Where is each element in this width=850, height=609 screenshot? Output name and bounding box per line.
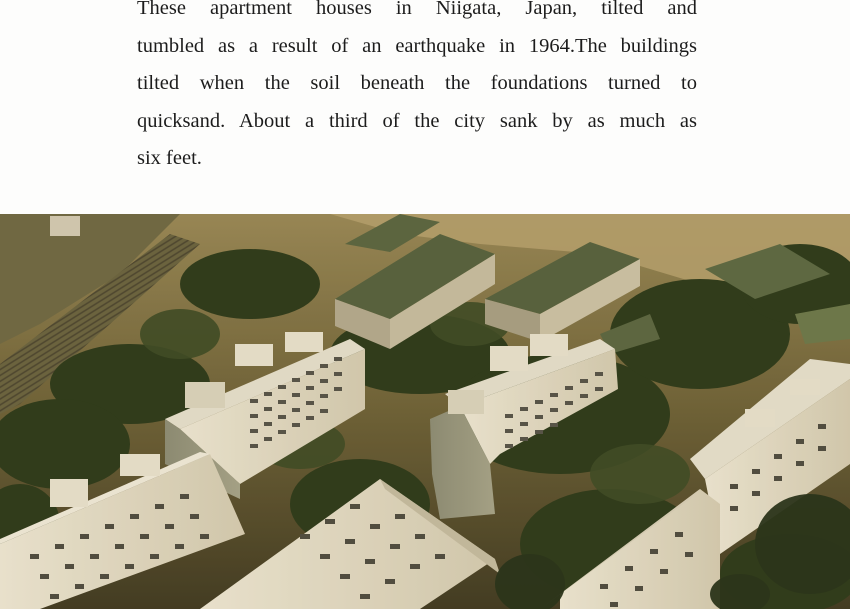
caption-line-5: six feet. bbox=[137, 147, 202, 169]
photo-caption bbox=[137, 0, 697, 178]
caption-line-2: tumbled as a result of an earthquake in 1964.The buildings bbox=[137, 34, 697, 57]
photo-illustration bbox=[0, 214, 850, 609]
caption-line-1: These apartment houses in Niigata, Japan, tilted and bbox=[137, 0, 697, 19]
earthquake-aerial-photo bbox=[0, 214, 850, 609]
caption-line-3: tilted when the soil beneath the foundations turned to bbox=[137, 72, 697, 94]
caption-line-4: quicksand. About a third of the city sank by as much as bbox=[137, 109, 697, 132]
